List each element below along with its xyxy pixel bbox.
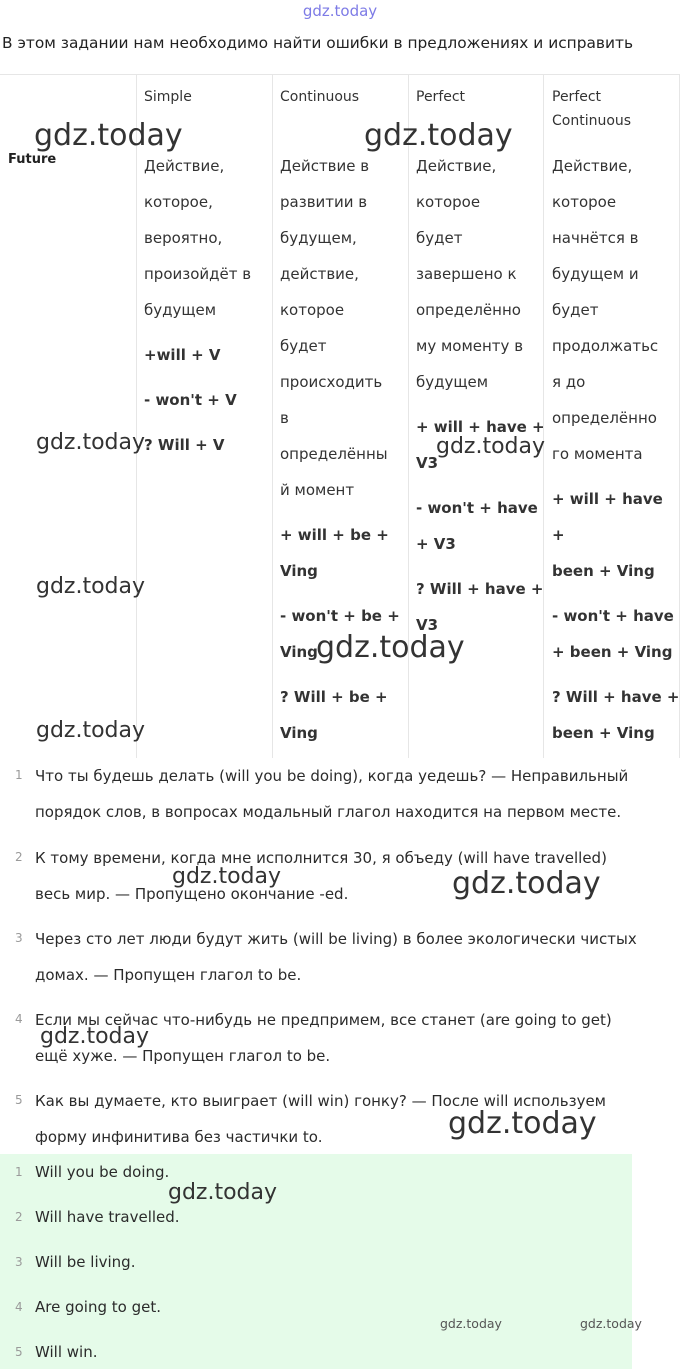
item-number: 2 xyxy=(15,850,23,864)
formula-negative: - won't + V xyxy=(144,391,237,409)
cell-desc: будущем и xyxy=(552,265,639,283)
answer-text: Will win. xyxy=(35,1343,98,1361)
formula-question: Ving xyxy=(280,724,318,742)
cell-future-simple xyxy=(144,148,251,463)
cell-desc: в xyxy=(280,409,289,427)
table-divider xyxy=(136,74,137,758)
item-number: 5 xyxy=(15,1093,23,1107)
cell-desc: определённы xyxy=(280,445,388,463)
formula-positive: + will + have + xyxy=(552,490,663,544)
table-divider xyxy=(272,74,273,758)
row-label-future: Future xyxy=(8,152,57,167)
watermark: gdz.today xyxy=(168,1180,278,1205)
cell-desc: Действие, xyxy=(144,157,225,175)
answer-text: Are going to get. xyxy=(35,1298,161,1316)
cell-desc: Действие в xyxy=(280,157,370,175)
watermark: gdz.today xyxy=(580,1316,642,1331)
formula-positive: + will + be + xyxy=(280,526,389,544)
item-number: 4 xyxy=(15,1012,23,1026)
header-continuous: Continuous xyxy=(280,89,360,105)
formula-negative: + been + Ving xyxy=(552,643,673,661)
cell-desc: которое xyxy=(552,193,617,211)
watermark: gdz.today xyxy=(36,430,146,455)
item-text: весь мир. — Пропущено окончание -ed. xyxy=(35,885,349,903)
formula-positive: V3 xyxy=(416,454,439,472)
item-text: Если мы сейчас что-нибудь не предпримем, все станет (are going to get) xyxy=(35,1011,612,1029)
cell-desc: будущем xyxy=(416,373,489,391)
cell-desc: му моменту в xyxy=(416,337,524,355)
answer-text: Will you be doing. xyxy=(35,1163,170,1181)
cell-future-perfect-continuous xyxy=(552,148,680,751)
item-text: Как вы думаете, кто выиграет (will win) гонку? — После will используем xyxy=(35,1092,606,1110)
formula-negative: - won't + be + xyxy=(280,607,400,625)
watermark: gdz.today xyxy=(316,630,465,665)
cell-desc: которое xyxy=(416,193,481,211)
cell-desc: которое, xyxy=(144,193,213,211)
watermark: gdz.today xyxy=(172,864,282,889)
cell-desc: будет xyxy=(280,337,327,355)
table-divider xyxy=(0,74,680,75)
item-number: 1 xyxy=(15,1165,23,1179)
watermark: gdz.today xyxy=(40,1024,150,1049)
watermark: gdz.today xyxy=(452,866,601,901)
item-number: 3 xyxy=(15,1255,23,1269)
formula-negative: - won't + have xyxy=(416,499,538,517)
cell-future-perfect xyxy=(416,148,545,643)
cell-desc: Действие, xyxy=(416,157,497,175)
item-text: ещё хуже. — Пропущен глагол to be. xyxy=(35,1047,331,1065)
cell-desc: происходить xyxy=(280,373,383,391)
item-number: 5 xyxy=(15,1345,23,1359)
cell-desc: начнётся в xyxy=(552,229,639,247)
item-number: 3 xyxy=(15,931,23,945)
cell-desc: будущем xyxy=(144,301,217,319)
formula-negative: + V3 xyxy=(416,535,456,553)
cell-desc: произойдёт в xyxy=(144,265,252,283)
header-perfect-continuous: Perfect Continuous xyxy=(552,89,632,129)
item-text: домах. — Пропущен глагол to be. xyxy=(35,966,302,984)
item-text: порядок слов, в вопросах модальный глагол находится на первом месте. xyxy=(35,803,622,821)
item-text: Что ты будешь делать (will you be doing), когда уедешь? — Неправильный xyxy=(35,767,629,785)
formula-question: ? Will + have + xyxy=(552,688,680,706)
header-perfect: Perfect xyxy=(416,89,466,105)
cell-desc: Действие, xyxy=(552,157,633,175)
formula-positive: been + Ving xyxy=(552,562,655,580)
cell-desc: й момент xyxy=(280,481,355,499)
cell-desc: го момента xyxy=(552,445,643,463)
cell-desc: я до xyxy=(552,373,586,391)
item-text: Через сто лет люди будут жить (will be living) в более экологически чистых xyxy=(35,930,637,948)
answer-text: Will have travelled. xyxy=(35,1208,180,1226)
formula-negative: Ving xyxy=(280,643,318,661)
cell-desc: вероятно, xyxy=(144,229,223,247)
formula-positive: +will + V xyxy=(144,346,221,364)
watermark: gdz.today xyxy=(364,118,513,153)
formula-question: ? Will + V xyxy=(144,436,225,454)
cell-desc: определённо xyxy=(416,301,521,319)
item-number: 2 xyxy=(15,1210,23,1224)
cell-desc: действие, xyxy=(280,265,359,283)
cell-desc: определённо xyxy=(552,409,657,427)
site-logo[interactable]: gdz.today xyxy=(302,2,378,20)
answer-text: Will be living. xyxy=(35,1253,136,1271)
formula-question: V3 xyxy=(416,616,439,634)
cell-desc: продолжатьс xyxy=(552,337,659,355)
cell-desc: развитии в xyxy=(280,193,368,211)
formula-negative: - won't + have xyxy=(552,607,674,625)
watermark: gdz.today xyxy=(448,1106,597,1141)
cell-desc: будет xyxy=(552,301,599,319)
cell-desc: завершено к xyxy=(416,265,517,283)
cell-desc: будет xyxy=(416,229,463,247)
item-number: 4 xyxy=(15,1300,23,1314)
cell-desc: будущем, xyxy=(280,229,357,247)
item-number: 1 xyxy=(15,768,23,782)
answers-block xyxy=(0,1154,632,1369)
formula-question: ? Will + have + xyxy=(416,580,544,598)
header-simple: Simple xyxy=(144,89,192,105)
watermark: gdz.today xyxy=(36,718,146,743)
formula-positive: Ving xyxy=(280,562,318,580)
watermark: gdz.today xyxy=(36,574,146,599)
watermark: gdz.today xyxy=(34,118,183,153)
watermark: gdz.today xyxy=(436,434,546,459)
item-text: К тому времени, когда мне исполнится 30, я объеду (will have travelled) xyxy=(35,849,607,867)
task-intro: В этом задании нам необходимо найти ошибки в предложениях и исправить xyxy=(2,34,634,52)
watermark: gdz.today xyxy=(440,1316,502,1331)
cell-desc: которое xyxy=(280,301,345,319)
formula-question: been + Ving xyxy=(552,724,655,742)
item-text: форму инфинитива без частички to. xyxy=(35,1128,323,1146)
formula-positive: + will + have + xyxy=(416,418,545,436)
formula-question: ? Will + be + xyxy=(280,688,388,706)
